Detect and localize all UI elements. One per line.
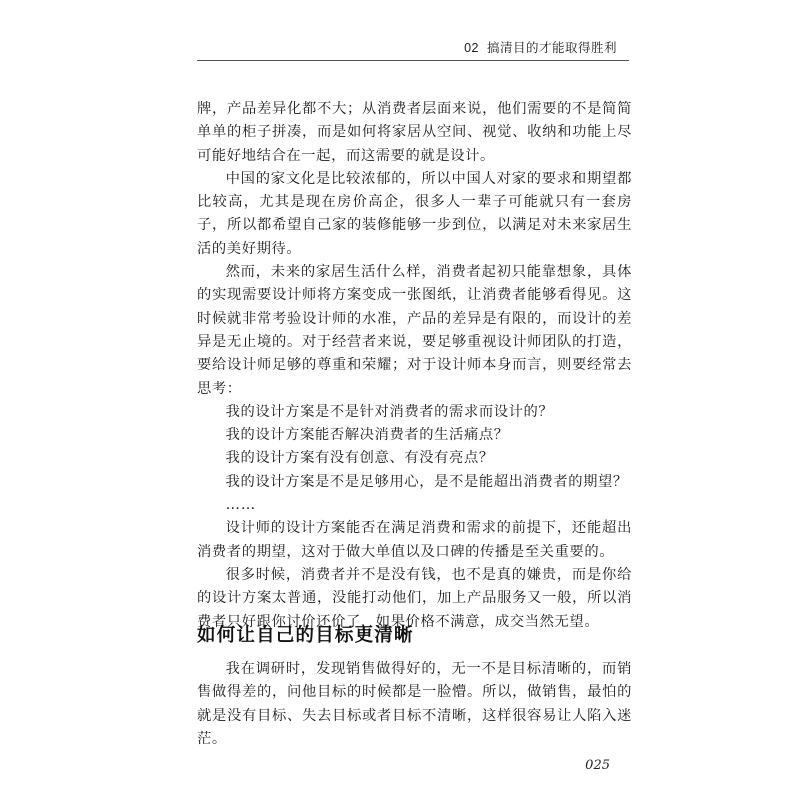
running-header: [464, 38, 617, 56]
paragraph: 中国的家文化是比较浓郁的，所以中国人对家的要求和期望都比较高，尤其是现在房价高企，很多人一辈子可能就只有一套房子，所以都希望自己家的装修能够一步到位，以满足对未来家居生活的美好期待。: [197, 170, 632, 257]
question-item: 我的设计方案是不是针对消费者的需求而设计的？: [225, 403, 554, 420]
main-text-block: [197, 98, 632, 634]
paragraph: 然而，未来的家居生活什么样，消费者起初只能靠想象，具体的实现需要设计师将方案变成一张图纸，让消费者能够看得见。这时候就非常考验设计师的水准，产品的差异是有限的，而设计的差异是无止境的。对于经营者来说，要足够重视设计师团队的打造，要给设计师足够的尊重和荣耀；对于设计师本身而言，则要经常去思考：: [197, 264, 632, 397]
paragraph: 很多时候，消费者并不是没有钱，也不是真的嫌贵，而是你给的设计方案太普通，没能打动他们，加上产品服务又一般，所以消费者只好跟你讨价还价了，如果价格不满意，成交当然无望。: [197, 566, 632, 630]
question-item: 我的设计方案是不是足够用心，是不是能超出消费者的期望？: [225, 473, 628, 490]
paragraph: 设计师的设计方案能否在满足消费和需求的前提下，还能超出消费者的期望，这对于做大单值以及口碑的传播是至关重要的。: [197, 520, 632, 560]
paragraph: 我在调研时，发现销售做得好的，无一不是目标清晰的，而销售做得差的，问他目标的时候都是一脸懵。所以，做销售，最怕的就是没有目标、失去目标或者目标不清晰，这样很容易让人陷入迷茫。: [197, 661, 632, 747]
section-heading: 如何让自己的目标更清晰: [197, 625, 414, 646]
question-item: 我的设计方案有没有创意、有没有亮点？: [225, 450, 494, 467]
page-number: 025: [585, 758, 610, 773]
chapter-number: 02: [464, 41, 479, 55]
ellipsis: ……: [225, 497, 257, 514]
chapter-title: 搞清目的才能取得胜利: [486, 40, 617, 55]
header-rule: [197, 60, 629, 61]
paragraph: 牌，产品差异化都不大；从消费者层面来说，他们需要的不是简简单单的柜子拼凑，而是如何将家居从空间、视觉、收纳和功能上尽可能好地结合在一起，而这需要的就是设计。: [197, 101, 632, 164]
section-text-block: [197, 658, 632, 751]
question-item: 我的设计方案能否解决消费者的生活痛点？: [225, 427, 509, 444]
